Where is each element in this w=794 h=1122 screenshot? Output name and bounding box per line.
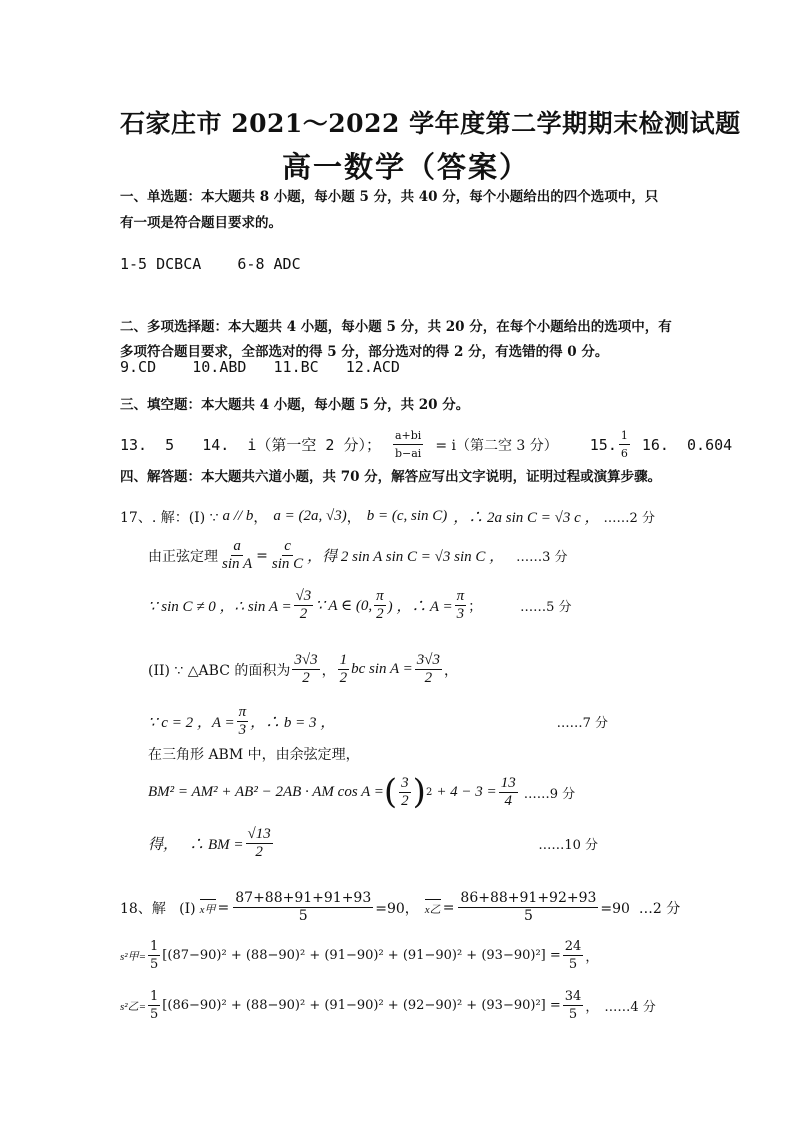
q17-l7-right-paren: ) xyxy=(412,772,426,812)
q17-l8-frac xyxy=(246,826,273,861)
q18-l3-end: ， xyxy=(585,1000,599,1015)
q17-vector-a: a = (2a, √3) xyxy=(273,508,347,524)
q18-l2-result xyxy=(563,938,584,973)
q18-l1-eq1: = xyxy=(217,899,230,916)
q17-l3-frac-3-den: 3 xyxy=(456,606,465,622)
q15-fraction xyxy=(619,427,630,462)
q17-l7-score: ……9 分 xyxy=(523,786,576,802)
q17-l4-frac-2-den: 2 xyxy=(339,670,348,686)
q17-l2-a: 由正弦定理 xyxy=(148,548,218,565)
q15-label: 15. xyxy=(589,435,617,454)
q17-l7-frac-den: 2 xyxy=(401,792,409,809)
q18-l3-body: [(86−90)² + (88−90)² + (91−90)² + (92−90)² + (93−90)²] = xyxy=(162,998,561,1013)
page-subtitle: 高一数学（答案） xyxy=(282,150,531,184)
q17-l4-b: ， xyxy=(321,662,336,679)
q17-l8-a: 得， ∴ BM = xyxy=(148,837,244,853)
q17-l5-frac-den: 3 xyxy=(238,722,247,738)
q18-l3-frac xyxy=(148,988,160,1023)
q18-l3-result xyxy=(563,988,584,1023)
q18-l1-frac-2-den: 5 xyxy=(523,908,533,924)
q18-line-2 xyxy=(120,938,598,973)
q18-l2-result-den: 5 xyxy=(568,957,578,972)
q15-denominator: 6 xyxy=(620,447,628,460)
q18-l1-frac-2 xyxy=(458,890,598,925)
section-1-answers: 1-5 DCBCA 6-8 ADC xyxy=(120,255,301,273)
q17-l3-b: ∵ A ∈ (0, xyxy=(315,598,373,614)
fill-in-answers xyxy=(120,427,732,462)
q18-line-1 xyxy=(120,890,680,925)
q17-l5-b: ，∴ b = 3 ， xyxy=(250,715,336,731)
q14-fraction xyxy=(393,427,423,462)
q17-l4-frac-2-num: 1 xyxy=(339,652,348,668)
q17-l3-a: ∵ sin C ≠ 0 ，∴ sin A = xyxy=(148,599,292,615)
section-2-heading-line1: 二、多项选择题：本大题共 4 小题，每小题 5 分，共 20 分，在每个小题给出的选项中，有 xyxy=(120,319,672,335)
q18-l3-frac-den: 5 xyxy=(150,1007,159,1022)
q17-l7-left-paren: ( xyxy=(383,772,398,812)
q17-l7-frac-2-num: 13 xyxy=(500,774,516,791)
q17-l2-frac-1 xyxy=(220,538,254,573)
q17-l3-d: ； xyxy=(468,598,483,615)
q17-l3-frac-3-num: π xyxy=(456,588,465,604)
q17-l2-frac-2-num: c xyxy=(284,538,291,554)
q17-l3-c: ) ，∴ A = xyxy=(387,599,453,615)
q16-answer: 16. 0.604 xyxy=(641,435,733,454)
q17-l2-b: ，得 2 sin A sin C = √3 sin C ， xyxy=(307,549,505,565)
q17-line-1 xyxy=(120,506,655,527)
q18-l3-score: ……4 分 xyxy=(604,1000,656,1015)
q17-l8-score: ……10 分 xyxy=(538,838,598,853)
q17-l2-frac-2 xyxy=(270,538,305,573)
q14-second-answer: = i（第二空 3 分） xyxy=(435,437,558,454)
q17-l7-frac xyxy=(399,775,411,810)
q17-l1-score: ……2 分 xyxy=(603,511,655,526)
q14-numerator: a+bi xyxy=(393,427,423,445)
q17-l8-frac-den: 2 xyxy=(255,844,263,860)
q17-l4-d: ， xyxy=(444,662,459,679)
q18-l2-result-num: 24 xyxy=(564,939,582,954)
q17-l3-frac-1-den: 2 xyxy=(299,606,308,622)
q17-vector-b: b = (c, sin C) xyxy=(366,508,448,524)
page-title: 石家庄市 2021～2022 学年度第二学期期末检测试题 xyxy=(120,109,741,138)
q17-l4-frac-3-den: 2 xyxy=(424,670,433,686)
q17-l5-frac xyxy=(237,704,249,739)
q17-l4-a: (II) ∵ △ABC 的面积为 xyxy=(148,662,291,679)
q18-l1-frac-2-num: 86+88+91+92+93 xyxy=(460,890,597,906)
q17-line-6: 在三角形 ABM 中，由余弦定理， xyxy=(148,747,360,763)
section-1-heading-line1: 一、单选题：本大题共 8 小题，每小题 5 分，共 40 分，每个小题给出的四个选项中，只 xyxy=(120,189,659,205)
q17-l4-frac-2 xyxy=(338,652,350,687)
q18-l1-a: 18、解 (I) xyxy=(120,900,196,917)
q18-l1-c: =90 …2 分 xyxy=(600,900,681,917)
q17-l5-a: ∵ c = 2 ，A = xyxy=(148,715,235,731)
q17-l2-frac-2-den: sin C xyxy=(271,556,304,572)
q17-line-3 xyxy=(148,588,572,623)
q17-l4-frac-1-den: 2 xyxy=(302,670,310,686)
q17-l1-a: 17、. 解：(I) ∵ xyxy=(120,509,219,526)
q15-numerator: 1 xyxy=(619,427,630,445)
q18-line-3 xyxy=(120,988,656,1023)
q17-l3-frac-1-num: √3 xyxy=(295,588,312,604)
q17-l1-g: ，∴ 2a sin C = √3 c ， xyxy=(453,510,600,526)
q17-l3-frac-1 xyxy=(294,588,314,623)
q17-l7-frac-2-den: 4 xyxy=(504,792,512,809)
q17-l4-frac-3 xyxy=(415,652,442,687)
q18-l3-frac-num: 1 xyxy=(150,989,159,1004)
q18-l2-s: s²甲= xyxy=(120,950,147,963)
q17-l2-score: ……3 分 xyxy=(516,550,568,565)
q18-l3-result-den: 5 xyxy=(568,1007,578,1022)
q17-l7-frac-2 xyxy=(499,775,518,810)
q17-l2-frac-1-num: a xyxy=(233,538,241,554)
q17-l3-frac-2-den: 2 xyxy=(376,606,384,622)
q18-l1-frac-1 xyxy=(233,890,373,925)
q17-line-7 xyxy=(148,772,575,812)
q18-l2-end: ， xyxy=(585,950,599,965)
section-4-heading: 四、解答题：本大题共六道小题，共 70 分，解答应写出文字说明，证明过程或演算步骤。 xyxy=(120,469,662,485)
q17-l5-score: ……7 分 xyxy=(556,716,608,731)
q17-l3-frac-3 xyxy=(455,588,467,623)
section-1-heading-line2: 有一项是符合题目要求的。 xyxy=(120,215,282,231)
q18-l1-b: =90， xyxy=(375,900,419,917)
q17-l4-frac-1 xyxy=(292,652,319,687)
q17-vectors-parallel: a // b xyxy=(222,508,254,524)
q18-l3-result-num: 34 xyxy=(564,989,582,1004)
q18-l2-frac-num: 1 xyxy=(150,939,159,954)
q17-line-5 xyxy=(148,704,608,739)
q14-denominator: b−ai xyxy=(394,447,422,460)
section-3-heading: 三、填空题：本大题共 4 小题，每小题 5 分，共 20 分。 xyxy=(120,397,470,413)
q17-l5-frac-num: π xyxy=(238,704,247,720)
q17-l1-c: ， xyxy=(253,509,268,526)
q18-l2-frac xyxy=(148,938,160,973)
q17-l3-frac-2 xyxy=(374,588,386,623)
section-2-heading-line2: 多项符合题目要求，全部选对的得 5 分，部分选对的得 2 分，有选错的得 0 分。 xyxy=(120,344,609,360)
q17-l4-frac-1-num: 3√3 xyxy=(294,652,318,668)
q14-answer: 14. i（第一空 2 分）； xyxy=(202,436,381,454)
q18-mean-jia: x甲 xyxy=(200,899,216,917)
q17-line-4 xyxy=(148,652,458,687)
q17-l8-frac-num: √13 xyxy=(247,826,271,842)
q18-l1-frac-1-num: 87+88+91+91+93 xyxy=(235,890,372,906)
q17-l3-score: ……5 分 xyxy=(520,600,572,615)
q17-l1-e: ， xyxy=(346,509,361,526)
q18-l2-frac-den: 5 xyxy=(150,957,159,972)
q17-l7-frac-num: 3 xyxy=(401,774,409,791)
q13-answer: 13. 5 xyxy=(120,435,175,454)
q17-l3-frac-2-num: π xyxy=(376,588,384,604)
q18-l2-body: [(87−90)² + (88−90)² + (91−90)² + (91−90)² + (93−90)²] = xyxy=(162,948,561,963)
section-2-answers: 9.CD 10.ABD 11.BC 12.ACD xyxy=(120,358,400,376)
q18-mean-yi: x乙 xyxy=(425,899,441,917)
q17-l2-eq: = xyxy=(256,547,268,564)
q18-l1-frac-1-den: 5 xyxy=(298,908,308,924)
q17-l7-b: + 4 − 3 = xyxy=(436,783,497,800)
q18-l3-s: s²乙= xyxy=(120,1000,147,1013)
q17-l7-a: BM² = AM² + AB² − 2AB · AM cos A = xyxy=(148,783,384,800)
q17-l2-frac-1-den: sin A xyxy=(222,556,253,572)
q18-l1-eq2: = xyxy=(442,899,455,916)
q17-l4-frac-3-num: 3√3 xyxy=(416,652,441,668)
q17-line-8 xyxy=(148,826,598,861)
q17-l7-exponent: 2 xyxy=(425,786,433,798)
q17-l4-c: bc sin A = xyxy=(351,661,413,677)
q17-line-2 xyxy=(148,538,568,573)
